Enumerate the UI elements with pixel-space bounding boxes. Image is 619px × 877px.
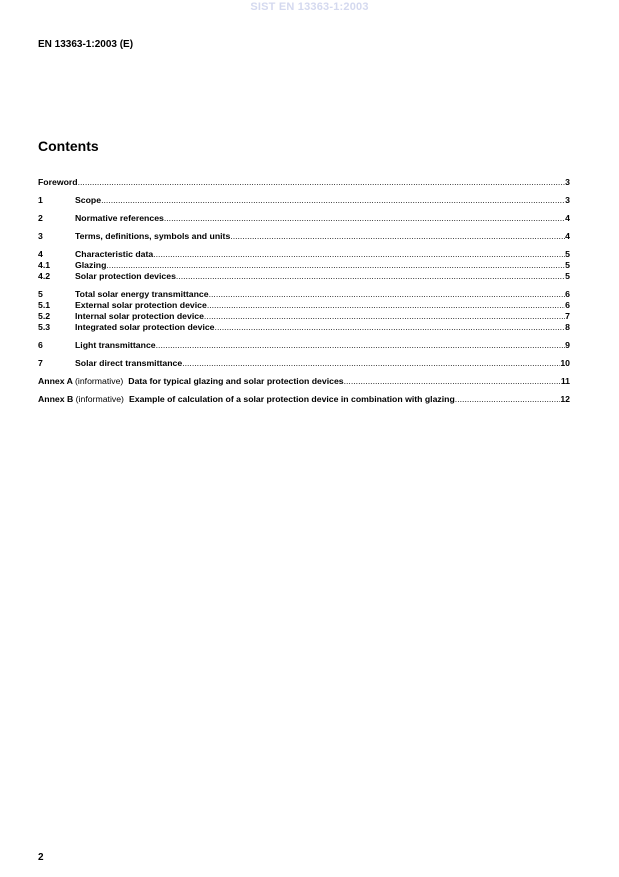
toc-entry-page: 3: [565, 177, 570, 187]
toc-entry-annex-b[interactable]: [38, 394, 570, 405]
toc-entry-internal-device[interactable]: [38, 311, 570, 322]
toc-entry-title: Glazing: [75, 260, 107, 270]
toc-entry-number: 5.3: [38, 322, 51, 332]
toc-entry-page: 4: [565, 213, 570, 223]
toc-entry-solar-direct-transmittance[interactable]: [38, 358, 570, 369]
toc-entry-number: 5.2: [38, 311, 51, 321]
toc-entry-number: 3: [38, 231, 43, 241]
toc-entry-title: Terms, definitions, symbols and units: [75, 231, 231, 241]
dot-leader: [78, 177, 566, 188]
toc-entry-title: Characteristic data: [75, 249, 154, 259]
toc-entry-title: Normative references: [75, 213, 164, 223]
toc-entry-number: 6: [38, 340, 43, 350]
toc-entry-annex-a[interactable]: [38, 376, 570, 387]
toc-entry-light-transmittance[interactable]: [38, 340, 570, 351]
toc-entry-title: Total solar energy transmittance: [75, 289, 209, 299]
dot-leader: [209, 289, 566, 300]
toc-entry-page: 6: [565, 289, 570, 299]
dot-leader: [101, 195, 565, 206]
annex-qualifier: (informative): [75, 376, 124, 386]
toc-entry-page: 5: [565, 260, 570, 270]
toc-entry-number: 4.2: [38, 271, 51, 281]
toc-entry-terms-definitions[interactable]: [38, 231, 570, 242]
toc-entry-page: 5: [565, 249, 570, 259]
toc-entry-page: 9: [565, 340, 570, 350]
dot-leader: [153, 249, 565, 260]
dot-leader: [207, 300, 565, 311]
toc-entry-title: Solar direct transmittance: [75, 358, 183, 368]
annex-letter: Annex A: [38, 376, 73, 386]
toc-entry-number: 7: [38, 358, 43, 368]
annex-qualifier: (informative): [75, 394, 124, 404]
toc-entry-page: 6: [565, 300, 570, 310]
dot-leader: [230, 231, 565, 242]
dot-leader: [455, 394, 561, 405]
dot-leader: [215, 322, 566, 333]
toc-entry-title: Foreword: [38, 177, 78, 187]
toc-entry-scope[interactable]: [38, 195, 570, 206]
toc-entry-number: 4: [38, 249, 43, 259]
toc-entry-title: External solar protection device: [75, 300, 207, 310]
toc-entry-integrated-device[interactable]: [38, 322, 570, 333]
toc-entry-number: 2: [38, 213, 43, 223]
annex-label: [38, 394, 129, 405]
toc-entry-page: 12: [560, 394, 570, 404]
toc-entry-page: 8: [565, 322, 570, 332]
toc-entry-title: Internal solar protection device: [75, 311, 204, 321]
dot-leader: [182, 358, 560, 369]
toc-entry-title: Scope: [75, 195, 102, 205]
toc-entry-page: 3: [565, 195, 570, 205]
toc-entry-number: 5: [38, 289, 43, 299]
annex-letter: Annex B: [38, 394, 74, 404]
toc-entry-number: 4.1: [38, 260, 51, 270]
dot-leader: [156, 340, 566, 351]
dot-leader: [344, 376, 561, 387]
toc-entry-solar-protection-devices[interactable]: [38, 271, 570, 282]
toc-entry-title: Integrated solar protection device: [75, 322, 215, 332]
toc-entry-normative-references[interactable]: [38, 213, 570, 224]
toc-entry-page: 5: [565, 271, 570, 281]
toc-entry-title: Example of calculation of a solar protection device in combination with glazing: [128, 394, 455, 404]
toc-entry-page: 7: [565, 311, 570, 321]
toc-entry-number: 1: [38, 195, 43, 205]
annex-label: [38, 376, 128, 387]
toc-entry-glazing[interactable]: [38, 260, 570, 271]
toc-entry-page: 10: [560, 358, 570, 368]
toc-entry-number: 5.1: [38, 300, 51, 310]
toc-entry-total-solar-energy[interactable]: [38, 289, 570, 300]
toc-entry-page: 11: [560, 376, 570, 386]
document-identifier: EN 13363-1:2003 (E): [38, 39, 134, 50]
dot-leader: [164, 213, 565, 224]
table-of-contents: [38, 177, 570, 405]
toc-entry-page: 4: [565, 231, 570, 241]
dot-leader: [204, 311, 565, 322]
page-title: Contents: [38, 138, 99, 154]
watermark-text: SIST EN 13363-1:2003: [250, 1, 369, 13]
toc-entry-foreword[interactable]: [38, 177, 570, 188]
toc-entry-characteristic-data[interactable]: [38, 249, 570, 260]
toc-entry-title: Data for typical glazing and solar protection devices: [128, 376, 344, 386]
toc-entry-external-device[interactable]: [38, 300, 570, 311]
dot-leader: [106, 260, 565, 271]
page-number: 2: [38, 852, 44, 863]
dot-leader: [176, 271, 565, 282]
toc-entry-title: Solar protection devices: [75, 271, 176, 281]
toc-entry-title: Light transmittance: [75, 340, 156, 350]
